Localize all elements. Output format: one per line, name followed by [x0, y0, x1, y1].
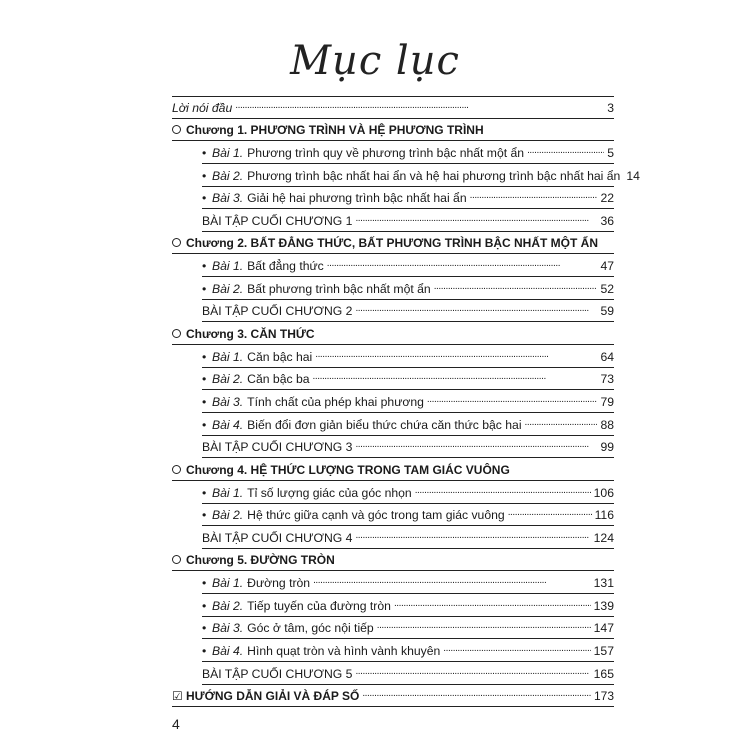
lesson-number: Bài 1.	[212, 576, 244, 591]
toc-entry-text: BÀI TẬP CUỐI CHƯƠNG 5	[202, 666, 353, 681]
toc-row	[172, 96, 614, 119]
toc-row	[172, 549, 614, 572]
toc-entry-title	[212, 350, 312, 364]
toc-page-number: 73	[600, 372, 614, 387]
toc-entry-title	[212, 169, 620, 183]
toc-entry-text: Biến đổi đơn giản biểu thức chứa căn thức bậc hai	[247, 417, 522, 432]
toc-entry-title	[186, 553, 335, 567]
bullet-icon: •	[202, 417, 207, 432]
dot-leader	[315, 346, 597, 362]
toc-row	[172, 458, 614, 481]
toc-row	[202, 617, 614, 640]
toc-row	[202, 639, 614, 662]
toc-entry-title	[212, 576, 310, 590]
toc-page-number: 22	[600, 191, 614, 206]
toc-page-number: 147	[593, 621, 614, 636]
toc-entry-text: Tiếp tuyến của đường tròn	[247, 598, 391, 613]
toc-entry-title	[202, 531, 352, 545]
circle-bullet-icon	[172, 553, 186, 567]
toc-entry-text: Giải hệ hai phương trình bậc nhất hai ẩn	[247, 191, 467, 206]
toc-page-number: 52	[600, 281, 614, 296]
toc-page-number: 124	[593, 530, 614, 545]
lesson-number: Bài 2.	[212, 168, 244, 183]
toc-row	[202, 504, 614, 527]
lesson-number: Bài 1.	[212, 145, 244, 160]
dot-leader	[313, 368, 598, 384]
circle-bullet-icon	[172, 463, 186, 477]
lesson-number: Bài 2.	[212, 508, 244, 523]
bullet-icon: •	[202, 576, 207, 591]
toc-entry-title	[202, 304, 352, 318]
toc-entry-text: Căn bậc ba	[247, 372, 310, 387]
lesson-number: Bài 1.	[212, 259, 244, 274]
lesson-number: Bài 1.	[212, 485, 244, 500]
toc-entry-text: Căn bậc hai	[247, 349, 313, 364]
dot-leader	[327, 255, 598, 271]
toc-row	[172, 119, 614, 142]
toc-entry-title	[212, 191, 467, 205]
lesson-number: Bài 2.	[212, 372, 244, 387]
toc-entry-title	[212, 395, 424, 409]
page-number: 4	[172, 716, 180, 732]
toc-page-number: 157	[593, 644, 614, 659]
bullet-icon: •	[202, 168, 207, 183]
toc-entry-text: Chương 2. BẤT ĐẲNG THỨC, BẤT PHƯƠNG TRÌNH BẬC NHẤT MỘT ẨN	[186, 236, 599, 251]
dot-leader	[525, 414, 598, 430]
toc-page-number: 139	[593, 598, 614, 613]
dot-leader	[427, 391, 598, 407]
toc-page-number: 14	[626, 168, 640, 183]
dot-leader	[394, 595, 591, 611]
toc-entry-title	[212, 486, 412, 500]
toc-entry-title	[212, 621, 374, 635]
lesson-number: Bài 2.	[212, 281, 244, 296]
toc-row	[202, 436, 614, 459]
toc-row	[202, 390, 614, 413]
dot-leader	[415, 482, 591, 498]
dot-leader	[362, 685, 591, 701]
toc-entry-title	[186, 689, 359, 703]
toc-entry-text: Đường tròn	[247, 576, 311, 591]
bullet-icon: •	[202, 191, 207, 206]
dot-leader	[313, 572, 591, 588]
page-title: Mục lục	[290, 38, 460, 84]
toc-row	[202, 481, 614, 504]
toc-entry-title	[186, 463, 510, 477]
toc-entry-title	[212, 599, 391, 613]
toc-entry-title	[202, 440, 352, 454]
toc-page-number: 47	[600, 259, 614, 274]
toc-entry-text: Tỉ số lượng giác của góc nhọn	[247, 485, 412, 500]
dot-leader	[355, 300, 597, 316]
toc-row	[172, 685, 614, 708]
bullet-icon: •	[202, 259, 207, 274]
toc-row	[172, 322, 614, 345]
lesson-number: Bài 4.	[212, 417, 244, 432]
toc-page-number: 116	[594, 508, 614, 523]
toc-row	[202, 209, 614, 232]
bullet-icon: •	[202, 145, 207, 160]
bullet-icon: •	[202, 644, 207, 659]
lesson-number: Bài 3.	[212, 191, 244, 206]
toc-row	[202, 187, 614, 210]
toc-entry-text: Hình quạt tròn và hình vành khuyên	[247, 644, 441, 659]
checkbox-icon: ☑	[172, 689, 183, 704]
toc-row	[202, 413, 614, 436]
toc-entry-text: Hệ thức giữa cạnh và góc trong tam giác vuông	[247, 508, 505, 523]
toc-entry-text: BÀI TẬP CUỐI CHƯƠNG 2	[202, 304, 353, 319]
toc-row	[202, 141, 614, 164]
circle-bullet-icon	[172, 236, 186, 250]
toc-entry-title	[212, 282, 431, 296]
lesson-number: Bài 3.	[212, 621, 244, 636]
toc-entry-text: Phương trình bậc nhất hai ẩn và hệ hai phương trình bậc nhất hai ẩn	[247, 168, 621, 183]
toc-entry-text: Chương 1. PHƯƠNG TRÌNH VÀ HỆ PHƯƠNG TRÌNH	[186, 123, 484, 138]
toc-page-number: 59	[600, 304, 614, 319]
toc-row	[202, 662, 614, 685]
toc-entry-text: Góc ở tâm, góc nội tiếp	[247, 621, 374, 636]
lesson-number: Bài 3.	[212, 394, 244, 409]
bullet-icon: •	[202, 508, 207, 523]
toc-entry-title	[212, 508, 505, 522]
toc-row	[202, 345, 614, 368]
toc-entry-title	[186, 123, 484, 137]
lesson-number: Bài 2.	[212, 598, 244, 613]
toc-entry-title	[212, 644, 440, 658]
toc-entry-text: Chương 3. CĂN THỨC	[186, 327, 315, 342]
toc-entry-text: Chương 4. HỆ THỨC LƯỢNG TRONG TAM GIÁC VUÔNG	[186, 462, 510, 477]
toc-page-number: 173	[593, 689, 614, 704]
toc-page-number: 5	[607, 145, 614, 160]
toc-page-number: 131	[593, 576, 614, 591]
lesson-number: Bài 4.	[212, 644, 244, 659]
dot-leader	[470, 187, 598, 203]
toc-entry-text: HƯỚNG DẪN GIẢI VÀ ĐÁP SỐ	[186, 689, 360, 704]
bullet-icon: •	[202, 598, 207, 613]
circle-bullet-icon	[172, 123, 186, 137]
dot-leader	[443, 640, 590, 656]
dot-leader	[508, 504, 592, 520]
table-of-contents	[172, 96, 640, 707]
toc-entry-text: Chương 5. ĐƯỜNG TRÒN	[186, 553, 335, 568]
toc-entry-text: BÀI TẬP CUỐI CHƯƠNG 3	[202, 440, 353, 455]
toc-entry-text: Phương trình quy về phương trình bậc nhất một ẩn	[247, 145, 525, 160]
bullet-icon: •	[202, 349, 207, 364]
dot-leader	[355, 436, 597, 452]
dot-leader	[355, 527, 590, 543]
bullet-icon: •	[202, 485, 207, 500]
toc-entry-text: BÀI TẬP CUỐI CHƯƠNG 1	[202, 213, 353, 228]
toc-page-number: 106	[593, 485, 614, 500]
toc-row	[172, 232, 614, 255]
toc-row	[202, 526, 614, 549]
toc-entry-title	[202, 214, 352, 228]
bullet-icon: •	[202, 281, 207, 296]
toc-page-number: 3	[607, 100, 614, 115]
toc-entry-title	[212, 259, 324, 273]
toc-row	[202, 300, 614, 323]
toc-row	[202, 164, 640, 187]
toc-row	[202, 594, 614, 617]
toc-row	[202, 277, 614, 300]
toc-entry-title	[186, 236, 598, 250]
bullet-icon: •	[202, 372, 207, 387]
toc-entry-title	[212, 146, 524, 160]
toc-entry-text: Lời nói đầu	[172, 100, 233, 115]
dot-leader	[527, 142, 604, 158]
toc-entry-title	[172, 101, 232, 115]
lesson-number: Bài 1.	[212, 349, 244, 364]
toc-entry-title	[186, 327, 315, 341]
toc-page-number: 79	[600, 394, 614, 409]
toc-entry-title	[212, 372, 310, 386]
toc-page-number: 165	[593, 666, 614, 681]
toc-page-number: 36	[600, 213, 614, 228]
toc-row	[202, 368, 614, 391]
bullet-icon: •	[202, 621, 207, 636]
dot-leader	[434, 278, 598, 294]
toc-entry-title	[202, 667, 352, 681]
bullet-icon: •	[202, 394, 207, 409]
toc-page-number: 99	[600, 440, 614, 455]
circle-bullet-icon	[172, 327, 186, 341]
dot-leader	[355, 663, 590, 679]
toc-entry-text: Tính chất của phép khai phương	[247, 394, 424, 409]
toc-entry-text: Bất đẳng thức	[247, 259, 324, 274]
toc-page-number: 88	[600, 417, 614, 432]
toc-entry-text: BÀI TẬP CUỐI CHƯƠNG 4	[202, 530, 353, 545]
toc-row	[202, 571, 614, 594]
dot-leader	[355, 210, 597, 226]
dot-leader	[235, 97, 604, 113]
toc-entry-title	[212, 418, 522, 432]
dot-leader	[377, 617, 591, 633]
toc-row	[202, 254, 614, 277]
toc-page-number: 64	[600, 349, 614, 364]
toc-entry-text: Bất phương trình bậc nhất một ẩn	[247, 281, 431, 296]
